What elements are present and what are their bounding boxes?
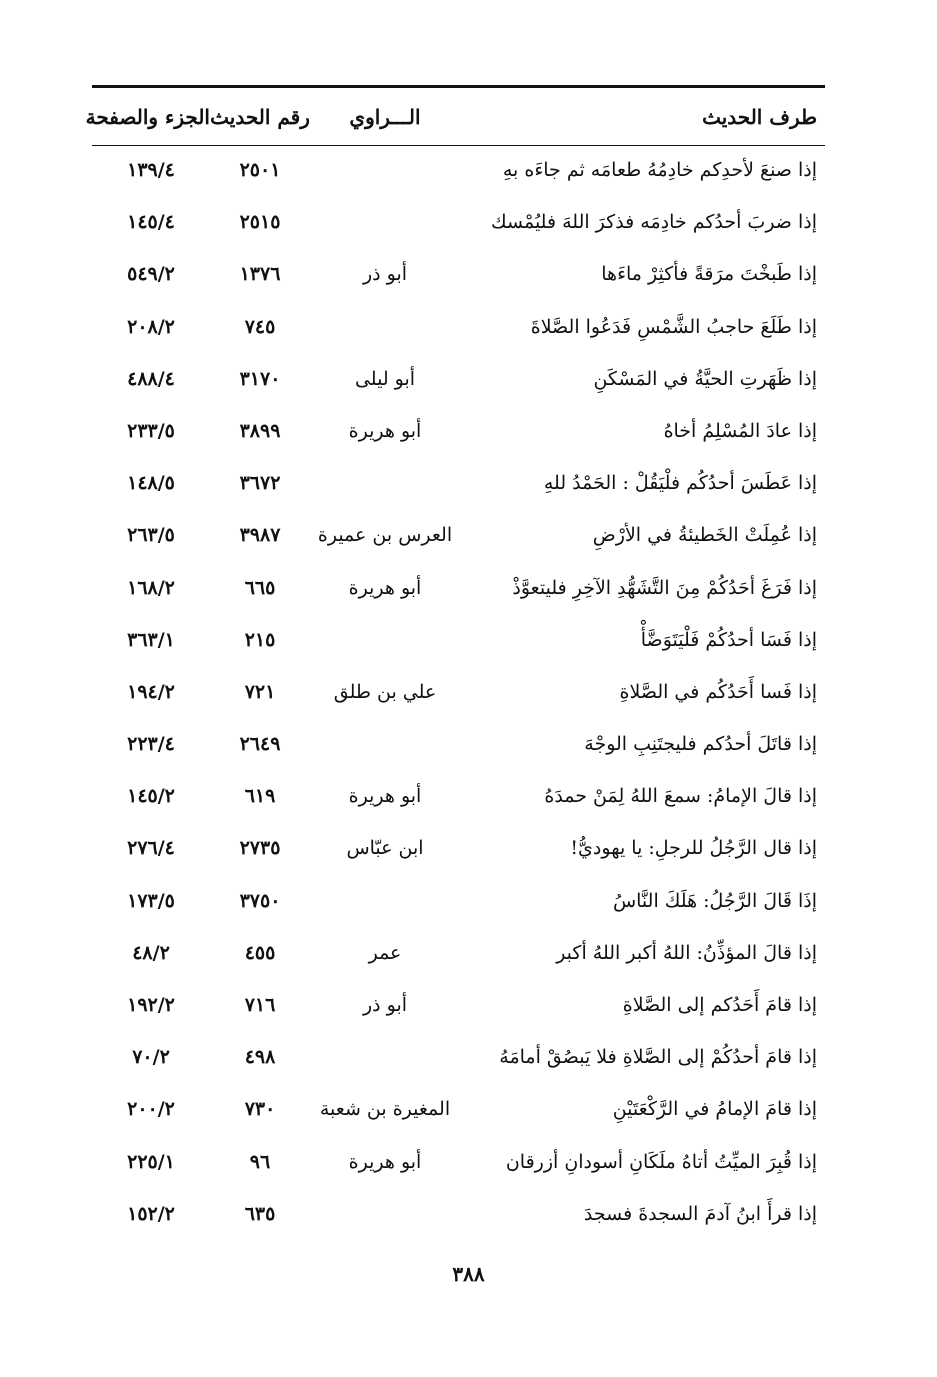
hadith-number: ٣٦٧٢ (239, 472, 281, 495)
hadith-text: إذا قامَ أحدُكُمْ إلى الصَّلاةِ فلا يَبصُقْ أمامَهُ (499, 1046, 817, 1069)
hadith-text: إذا ضربَ أحدُكم خادِمَه فذكرَ اللهَ فليُمْسك (491, 211, 817, 234)
hadith-text: إذا عادَ المُسْلِمُ أخاهُ (663, 419, 817, 442)
table-row (92, 405, 825, 457)
table-row (92, 248, 825, 300)
narrator-name: المغيرة بن شعبة (319, 1098, 451, 1121)
volume-page: ١٥٢/٢ (127, 1202, 175, 1225)
volume-page: ٥٤٩/٢ (127, 263, 175, 286)
hadith-number: ٣٧٥٠ (239, 889, 281, 912)
hadith-text: إذا طَبخْتَ مرَقةً فأكثِرْ ماءَها (601, 263, 817, 286)
volume-page: ٢٠٨/٢ (127, 315, 175, 338)
hadith-text: إذا قرأَ ابنُ آدمَ السجدةَ فسجدَ (583, 1202, 817, 1225)
table-row (92, 614, 825, 666)
table-row (92, 1188, 825, 1240)
narrator-name: أبو ليلى (354, 367, 416, 390)
hadith-text: إذا قالَ المؤذِّنُ: اللهُ أكبر اللهُ أكبر (556, 941, 817, 964)
table-header (85, 95, 825, 139)
hadith-text: إذا قال الرَّجُلُ للرجلِ: يا يهوديُّ! (570, 837, 817, 860)
hadith-text: إذا قُبِرَ الميِّتُ أتاهُ ملَكَانِ أسودانِ أزرقان (505, 1150, 817, 1173)
volume-page: ٧٠/٢ (132, 1046, 170, 1069)
narrator-name (310, 457, 460, 509)
table-row (92, 718, 825, 770)
table-row (92, 822, 825, 874)
hadith-number: ٤٩٨ (244, 1046, 276, 1069)
hadith-number: ٣١٧٠ (239, 367, 281, 390)
volume-page: ١٦٨/٢ (127, 576, 175, 599)
hadith-number: ٢٥١٥ (239, 211, 281, 234)
table-row (92, 770, 825, 822)
hadith-text: إذا عُمِلَتْ الخَطيئةُ في الأرْضِ (592, 524, 817, 547)
narrator-name: علي بن طلق (333, 680, 437, 703)
volume-page: ٢٣٣/٥ (127, 419, 175, 442)
hadith-number: ٧٣٠ (244, 1098, 276, 1121)
table-row (92, 1031, 825, 1083)
hadith-number: ٧٢١ (244, 680, 276, 703)
table-row (92, 979, 825, 1031)
table-row (92, 301, 825, 353)
volume-page: ١٤٨/٥ (127, 472, 175, 495)
hadith-number: ٦٦٥ (244, 576, 276, 599)
hadith-number: ٢٧٣٥ (239, 837, 281, 860)
header-volume-page: الجزء والصفحة (85, 105, 210, 129)
hadith-text: إذَا قَالَ الرَّجُلُ: هَلَكَ النَّاسُ (612, 889, 817, 912)
volume-page: ٤٨٨/٤ (127, 367, 175, 390)
narrator-name (310, 144, 460, 196)
narrator-name (310, 301, 460, 353)
table-row (92, 1136, 825, 1188)
hadith-number: ٧١٦ (244, 994, 276, 1016)
narrator-name: أبو ذر (362, 994, 408, 1016)
hadith-text: إذا قاتَلَ أحدُكم فليجتَنِبِ الوجْهَ (584, 733, 817, 756)
narrator-name: ابن عبّاس (346, 837, 424, 860)
volume-page: ١٩٤/٢ (127, 680, 175, 703)
narrator-name: أبو هريرة (348, 419, 422, 442)
narrator-name (310, 1031, 460, 1083)
volume-page: ٤٨/٢ (132, 941, 170, 964)
table-row (92, 144, 825, 196)
hadith-text: إذا قالَ الإمامُ: سمعَ اللهُ لِمَنْ حمدَهُ (544, 785, 817, 808)
top-rule (92, 85, 825, 88)
table-row (92, 509, 825, 561)
hadith-text: إذا فَسَا أحدُكُمْ فَلْيَتَوَضَّأْ (640, 628, 817, 651)
narrator-name (310, 196, 460, 248)
volume-page: ١٩٢/٢ (127, 994, 175, 1016)
hadith-text: إذا فَرَغَ أحَدُكُمْ مِنَ التَّشَهُّدِ الآخِرِ فليتعوَّذْ (512, 576, 817, 599)
hadith-number: ٧٤٥ (244, 315, 276, 338)
hadith-number: ٣٨٩٩ (239, 419, 281, 442)
volume-page: ٢٢٥/١ (127, 1150, 175, 1173)
narrator-name: عمر (368, 941, 402, 964)
narrator-name (310, 1188, 460, 1240)
hadith-number: ١٣٧٦ (239, 263, 281, 286)
hadith-text: إذا فَسا أَحَدُكُم في الصَّلاةِ (619, 680, 817, 703)
hadith-number: ٦٣٥ (244, 1202, 276, 1225)
page-number: ٣٨٨ (452, 1262, 485, 1286)
volume-page: ٢٠٠/٢ (127, 1098, 175, 1121)
volume-page: ٣٦٣/١ (127, 628, 175, 651)
table-row (92, 353, 825, 405)
volume-page: ١٣٩/٤ (127, 159, 175, 181)
hadith-number: ٩٦ (249, 1150, 271, 1173)
narrator-name: أبو هريرة (348, 1150, 422, 1173)
hadith-number: ٣٩٨٧ (239, 524, 281, 547)
hadith-text: إذا صنعَ لأحدِكم خادِمُهُ طعامَه ثم جاءَه بهِ (502, 159, 817, 181)
hadith-number: ٢١٥ (244, 628, 276, 651)
hadith-text: إذا قامَ أَحَدُكم إلى الصَّلاةِ (622, 994, 817, 1016)
volume-page: ١٤٥/٤ (127, 211, 175, 234)
table-row (92, 562, 825, 614)
volume-page: ١٧٣/٥ (127, 889, 175, 912)
narrator-name: أبو ذر (362, 263, 408, 286)
narrator-name: العرس بن عميرة (317, 524, 453, 547)
narrator-name (310, 875, 460, 927)
narrator-name: أبو هريرة (348, 576, 422, 599)
hadith-number: ٤٥٥ (244, 941, 276, 964)
volume-page: ٢٢٣/٤ (127, 733, 175, 756)
volume-page: ١٤٥/٢ (127, 785, 175, 808)
table-row (92, 875, 825, 927)
header-narrator: الـــراوي (349, 105, 421, 129)
narrator-name: أبو هريرة (348, 785, 422, 808)
hadith-text: إذا عَطَسَ أحدُكُم فلْيَقُلْ : الحَمْدُ للهِ (543, 472, 817, 495)
table-row (92, 927, 825, 979)
table-body (92, 144, 825, 1240)
volume-page: ٢٦٣/٥ (127, 524, 175, 547)
table-row (92, 666, 825, 718)
table-row (92, 196, 825, 248)
narrator-name (310, 718, 460, 770)
hadith-text: إذا طَلَعَ حاجبُ الشَّمْسِ فَدَعُوا الصَّلاةَ (530, 315, 817, 338)
table-row (92, 457, 825, 509)
hadith-text: إذا ظَهَرتِ الحيَّةُ في المَسْكَنِ (593, 367, 817, 390)
narrator-name (310, 614, 460, 666)
header-number: رقم الحديث (210, 105, 310, 129)
hadith-number: ٦١٩ (244, 785, 276, 808)
table-row (92, 1083, 825, 1135)
volume-page: ٢٧٦/٤ (127, 837, 175, 860)
hadith-number: ٢٥٠١ (239, 159, 281, 181)
hadith-text: إذا قامَ الإمامُ في الرَّكْعَتَيْنِ (612, 1098, 817, 1121)
hadith-number: ٢٦٤٩ (239, 733, 281, 756)
header-hadith: طرف الحديث (702, 105, 817, 129)
